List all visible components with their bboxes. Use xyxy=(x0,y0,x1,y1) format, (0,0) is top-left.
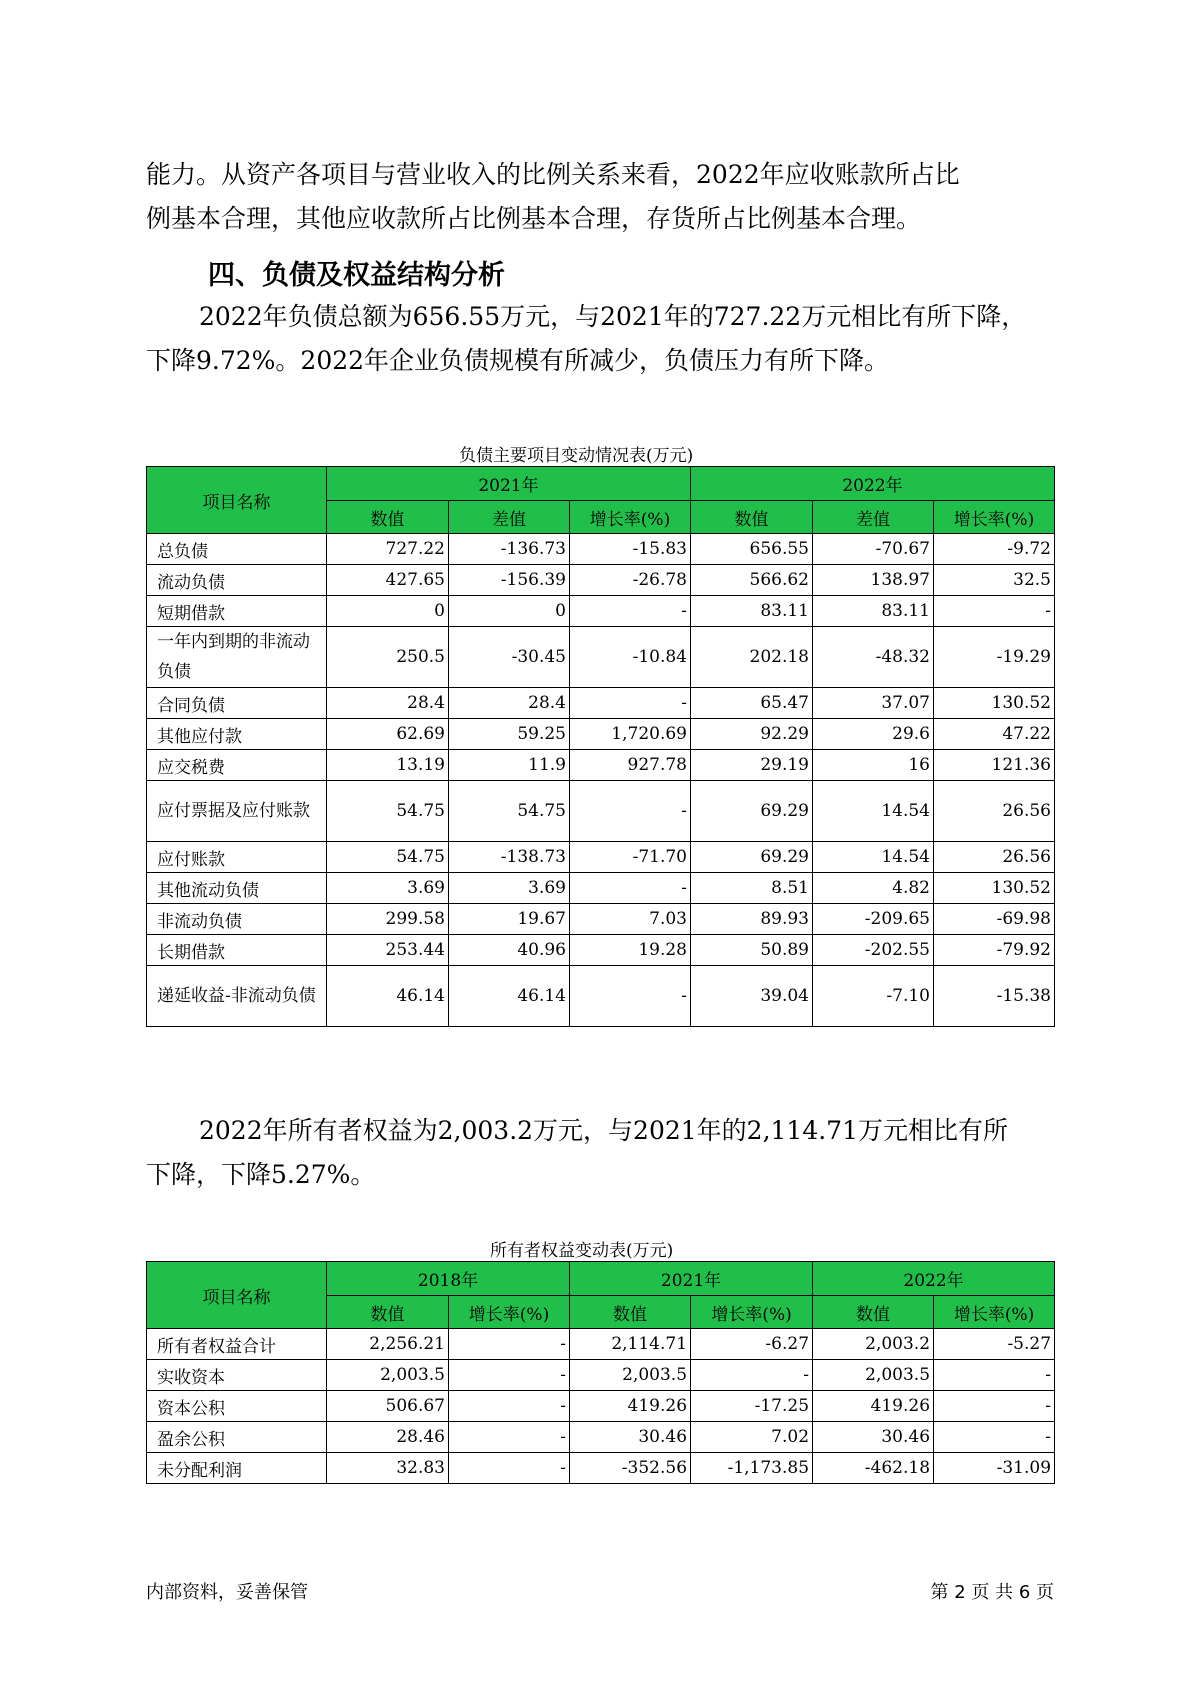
header-growth-2022: 增长率(%) xyxy=(934,501,1055,534)
table-row xyxy=(147,904,1055,935)
cell-growth-2022: -5.27 xyxy=(934,1329,1055,1360)
cell-growth-2021: - xyxy=(570,688,691,719)
cell-value-2021: 2,114.71 xyxy=(570,1329,691,1360)
header-year-2018: 2018年 xyxy=(327,1262,570,1296)
row-item-name: 所有者权益合计 xyxy=(147,1329,327,1360)
cell-diff-2021: 59.25 xyxy=(449,719,570,750)
cell-growth-2021: -1,173.85 xyxy=(691,1453,813,1484)
cell-diff-2021: 54.75 xyxy=(449,781,570,842)
table-row xyxy=(147,842,1055,873)
cell-value-2018: 32.83 xyxy=(327,1453,449,1484)
table-row xyxy=(147,596,1055,627)
cell-diff-2021: -156.39 xyxy=(449,565,570,596)
liability-table-caption: 负债主要项目变动情况表(万元) xyxy=(459,446,694,466)
row-item-name: 应付账款 xyxy=(147,842,327,873)
table-row xyxy=(147,935,1055,966)
cell-growth-2021: -26.78 xyxy=(570,565,691,596)
cell-growth-2022: -79.92 xyxy=(934,935,1055,966)
table-row xyxy=(147,719,1055,750)
cell-value-2022: 65.47 xyxy=(691,688,813,719)
cell-growth-2022: - xyxy=(934,1422,1055,1453)
header-value-2022: 数值 xyxy=(691,501,813,534)
cell-value-2018: 506.67 xyxy=(327,1391,449,1422)
cell-value-2022: 8.51 xyxy=(691,873,813,904)
cell-diff-2022: -70.67 xyxy=(813,534,934,565)
row-item-name: 流动负债 xyxy=(147,565,327,596)
row-item-name: 应交税费 xyxy=(147,750,327,781)
cell-value-2021: 253.44 xyxy=(327,935,449,966)
table-row xyxy=(147,534,1055,565)
table-row xyxy=(147,1453,1055,1484)
cell-value-2022: 30.46 xyxy=(813,1422,934,1453)
row-item-name: 总负债 xyxy=(147,534,327,565)
cell-value-2021: 419.26 xyxy=(570,1391,691,1422)
cell-diff-2022: 14.54 xyxy=(813,842,934,873)
cell-growth-2021: - xyxy=(570,966,691,1027)
cell-value-2021: 46.14 xyxy=(327,966,449,1027)
header-item-name: 项目名称 xyxy=(147,467,327,534)
cell-value-2022: 656.55 xyxy=(691,534,813,565)
liability-line-1: 2022年负债总额为656.55万元，与2021年的727.22万元相比有所下降， xyxy=(199,302,1027,331)
equity-line-2: 下降，下降5.27%。 xyxy=(146,1160,376,1189)
cell-growth-2022: 26.56 xyxy=(934,781,1055,842)
cell-growth-2021: - xyxy=(570,781,691,842)
cell-growth-2022: 26.56 xyxy=(934,842,1055,873)
cell-diff-2022: -7.10 xyxy=(813,966,934,1027)
cell-growth-2021: 1,720.69 xyxy=(570,719,691,750)
cell-diff-2021: 11.9 xyxy=(449,750,570,781)
table-row xyxy=(147,1391,1055,1422)
cell-growth-2021: 19.28 xyxy=(570,935,691,966)
table-row xyxy=(147,688,1055,719)
row-item-name: 短期借款 xyxy=(147,596,327,627)
table-row xyxy=(147,1422,1055,1453)
footer-page-number: 第 2 页 共 6 页 xyxy=(930,1582,1054,1603)
row-item-name: 其他流动负债 xyxy=(147,873,327,904)
cell-diff-2022: 14.54 xyxy=(813,781,934,842)
header-growth-2018: 增长率(%) xyxy=(449,1296,570,1329)
row-item-name: 盈余公积 xyxy=(147,1422,327,1453)
cell-growth-2022: -31.09 xyxy=(934,1453,1055,1484)
intro-paragraph xyxy=(146,153,1054,241)
cell-growth-2018: - xyxy=(449,1391,570,1422)
cell-value-2021: 62.69 xyxy=(327,719,449,750)
cell-value-2022: 69.29 xyxy=(691,781,813,842)
cell-value-2021: 299.58 xyxy=(327,904,449,935)
cell-value-2022: 2,003.2 xyxy=(813,1329,934,1360)
table-row xyxy=(147,781,1055,842)
row-item-name: 未分配利润 xyxy=(147,1453,327,1484)
row-item-name: 其他应付款 xyxy=(147,719,327,750)
cell-growth-2021: 7.02 xyxy=(691,1422,813,1453)
header-value-2021: 数值 xyxy=(327,501,449,534)
cell-diff-2021: 40.96 xyxy=(449,935,570,966)
cell-growth-2018: - xyxy=(449,1453,570,1484)
cell-value-2021: 0 xyxy=(327,596,449,627)
header-value-2021: 数值 xyxy=(570,1296,691,1329)
cell-value-2022: 83.11 xyxy=(691,596,813,627)
cell-value-2022: 419.26 xyxy=(813,1391,934,1422)
header-value-2022: 数值 xyxy=(813,1296,934,1329)
cell-growth-2022: - xyxy=(934,596,1055,627)
equity-table-caption: 所有者权益变动表(万元) xyxy=(490,1241,674,1261)
intro-line-1: 能力。从资产各项目与营业收入的比例关系来看，2022年应收账款所占比 xyxy=(146,160,960,189)
cell-value-2021: 13.19 xyxy=(327,750,449,781)
row-item-name: 实收资本 xyxy=(147,1360,327,1391)
table-row xyxy=(147,1360,1055,1391)
row-item-name: 非流动负债 xyxy=(147,904,327,935)
cell-growth-2022: 47.22 xyxy=(934,719,1055,750)
cell-growth-2021: - xyxy=(570,873,691,904)
cell-value-2022: 202.18 xyxy=(691,627,813,688)
header-growth-2021: 增长率(%) xyxy=(570,501,691,534)
cell-diff-2022: -209.65 xyxy=(813,904,934,935)
cell-value-2022: 566.62 xyxy=(691,565,813,596)
cell-diff-2022: 16 xyxy=(813,750,934,781)
cell-growth-2021: - xyxy=(691,1360,813,1391)
cell-growth-2021: 7.03 xyxy=(570,904,691,935)
cell-diff-2022: 83.11 xyxy=(813,596,934,627)
cell-growth-2022: -69.98 xyxy=(934,904,1055,935)
header-diff-2022: 差值 xyxy=(813,501,934,534)
cell-diff-2022: 4.82 xyxy=(813,873,934,904)
header-value-2018: 数值 xyxy=(327,1296,449,1329)
cell-diff-2022: 37.07 xyxy=(813,688,934,719)
header-year-2022: 2022年 xyxy=(813,1262,1055,1296)
header-year-2021: 2021年 xyxy=(327,467,691,501)
cell-growth-2022: 130.52 xyxy=(934,873,1055,904)
cell-value-2021: 28.4 xyxy=(327,688,449,719)
cell-growth-2018: - xyxy=(449,1422,570,1453)
header-year-2021: 2021年 xyxy=(570,1262,813,1296)
header-growth-2021: 增长率(%) xyxy=(691,1296,813,1329)
equity-line-1: 2022年所有者权益为2,003.2万元，与2021年的2,114.71万元相比有所 xyxy=(199,1116,1008,1145)
table-row xyxy=(147,750,1055,781)
cell-growth-2018: - xyxy=(449,1360,570,1391)
cell-growth-2022: - xyxy=(934,1360,1055,1391)
cell-growth-2021: -10.84 xyxy=(570,627,691,688)
cell-value-2022: 50.89 xyxy=(691,935,813,966)
section-heading: 四、负债及权益结构分析 xyxy=(208,260,505,291)
cell-growth-2022: -9.72 xyxy=(934,534,1055,565)
cell-value-2022: -462.18 xyxy=(813,1453,934,1484)
row-item-name: 递延收益-非流动负债 xyxy=(147,966,327,1027)
cell-growth-2021: - xyxy=(570,596,691,627)
table-row xyxy=(147,1329,1055,1360)
cell-value-2021: 250.5 xyxy=(327,627,449,688)
equity-table xyxy=(146,1261,1055,1484)
header-growth-2022: 增长率(%) xyxy=(934,1296,1055,1329)
cell-growth-2021: 927.78 xyxy=(570,750,691,781)
cell-diff-2022: 138.97 xyxy=(813,565,934,596)
cell-value-2021: 54.75 xyxy=(327,781,449,842)
cell-growth-2022: -19.29 xyxy=(934,627,1055,688)
liability-line-2: 下降9.72%。2022年企业负债规模有所减少，负债压力有所下降。 xyxy=(146,346,890,375)
intro-line-2: 例基本合理，其他应收款所占比例基本合理，存货所占比例基本合理。 xyxy=(146,204,922,233)
cell-diff-2021: -30.45 xyxy=(449,627,570,688)
cell-diff-2021: 28.4 xyxy=(449,688,570,719)
cell-value-2021: -352.56 xyxy=(570,1453,691,1484)
cell-value-2022: 69.29 xyxy=(691,842,813,873)
equity-paragraph xyxy=(146,1109,1054,1197)
table-row xyxy=(147,873,1055,904)
cell-growth-2022: 121.36 xyxy=(934,750,1055,781)
cell-diff-2022: -48.32 xyxy=(813,627,934,688)
header-year-2022: 2022年 xyxy=(691,467,1055,501)
cell-diff-2021: -136.73 xyxy=(449,534,570,565)
cell-value-2022: 39.04 xyxy=(691,966,813,1027)
cell-value-2022: 2,003.5 xyxy=(813,1360,934,1391)
cell-growth-2021: -71.70 xyxy=(570,842,691,873)
cell-growth-2022: -15.38 xyxy=(934,966,1055,1027)
cell-growth-2022: 32.5 xyxy=(934,565,1055,596)
cell-value-2021: 54.75 xyxy=(327,842,449,873)
footer-confidential: 内部资料，妥善保管 xyxy=(146,1582,308,1603)
cell-value-2021: 3.69 xyxy=(327,873,449,904)
cell-diff-2021: 3.69 xyxy=(449,873,570,904)
header-item-name: 项目名称 xyxy=(147,1262,327,1329)
liability-table xyxy=(146,466,1055,1027)
cell-diff-2021: 0 xyxy=(449,596,570,627)
table-row xyxy=(147,966,1055,1027)
cell-diff-2021: 19.67 xyxy=(449,904,570,935)
cell-diff-2021: 46.14 xyxy=(449,966,570,1027)
row-item-name: 一年内到期的非流动负债 xyxy=(147,627,327,688)
cell-growth-2022: 130.52 xyxy=(934,688,1055,719)
cell-diff-2022: 29.6 xyxy=(813,719,934,750)
cell-value-2021: 427.65 xyxy=(327,565,449,596)
cell-value-2022: 89.93 xyxy=(691,904,813,935)
row-item-name: 合同负债 xyxy=(147,688,327,719)
cell-diff-2022: -202.55 xyxy=(813,935,934,966)
cell-growth-2021: -15.83 xyxy=(570,534,691,565)
liability-paragraph xyxy=(146,295,1054,383)
cell-growth-2021: -17.25 xyxy=(691,1391,813,1422)
cell-value-2018: 28.46 xyxy=(327,1422,449,1453)
cell-value-2018: 2,003.5 xyxy=(327,1360,449,1391)
cell-value-2022: 92.29 xyxy=(691,719,813,750)
cell-value-2018: 2,256.21 xyxy=(327,1329,449,1360)
cell-growth-2021: -6.27 xyxy=(691,1329,813,1360)
cell-diff-2021: -138.73 xyxy=(449,842,570,873)
header-diff-2021: 差值 xyxy=(449,501,570,534)
cell-growth-2022: - xyxy=(934,1391,1055,1422)
row-item-name: 长期借款 xyxy=(147,935,327,966)
cell-value-2021: 727.22 xyxy=(327,534,449,565)
table-row xyxy=(147,627,1055,688)
table-row xyxy=(147,565,1055,596)
cell-growth-2018: - xyxy=(449,1329,570,1360)
row-item-name: 应付票据及应付账款 xyxy=(147,781,327,842)
cell-value-2021: 30.46 xyxy=(570,1422,691,1453)
row-item-name: 资本公积 xyxy=(147,1391,327,1422)
cell-value-2021: 2,003.5 xyxy=(570,1360,691,1391)
cell-value-2022: 29.19 xyxy=(691,750,813,781)
